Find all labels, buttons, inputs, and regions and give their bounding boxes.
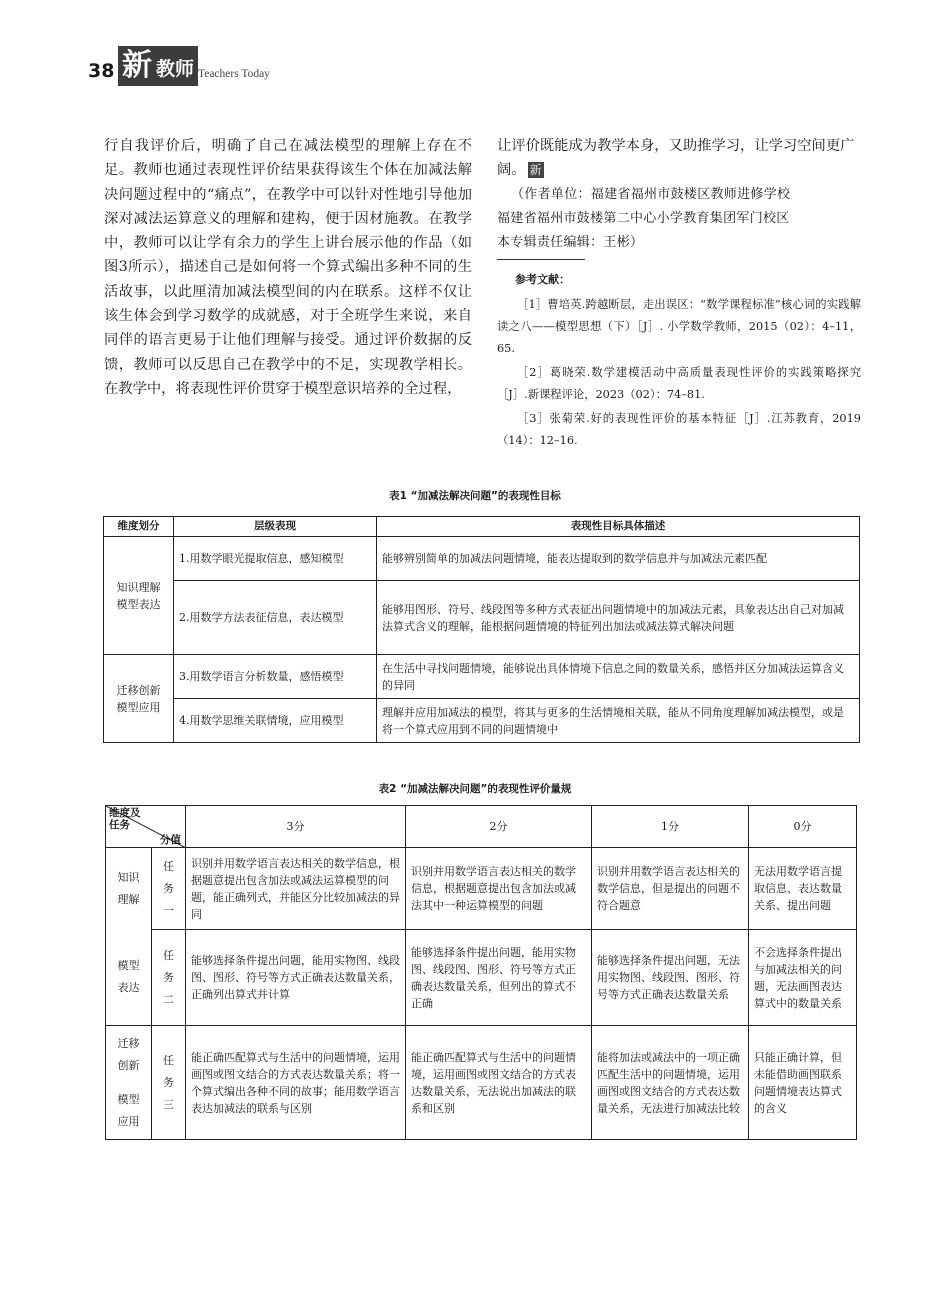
table-header-row xyxy=(104,517,860,537)
score-header: 2分 xyxy=(406,806,592,848)
level-cell: 1.用数学眼光提取信息，感知模型 xyxy=(174,537,377,581)
logo-chars: 教师 xyxy=(156,58,195,80)
table-row xyxy=(104,581,860,655)
corner-bottom-label: 分值 xyxy=(160,834,181,846)
table-row xyxy=(106,848,857,930)
score-cell: 识别并用数学语言表达相关的数学信息，根据题意提出包含加法或减法运算模型的问题，能正确列式，并能区分比较加减法的异同 xyxy=(186,848,406,930)
dimension-cell: 模型 表达 xyxy=(106,930,152,1026)
task-cell: 任 务 一 xyxy=(152,848,186,930)
score-cell: 能将加法或减法中的一项正确匹配生活中的问题情境，运用画图或图文结合的方式表达数量关系，无法进行加减法比较 xyxy=(592,1026,749,1140)
body-paragraph-end: 让评价既能成为教学本身，又助推学习，让学习空间更广阔。 新 xyxy=(497,138,855,179)
column-header: 维度划分 xyxy=(104,517,174,537)
desc-cell: 能够辨别简单的加减法问题情境，能表达提取到的数学信息并与加减法元素匹配 xyxy=(377,537,860,581)
author-affiliation xyxy=(497,183,861,255)
desc-cell: 在生活中寻找问题情境，能够说出具体情境下信息之间的数量关系，感悟并区分加减法运算含义的异同 xyxy=(377,655,860,699)
reference-item: ［1］曹培英.跨越断层，走出误区：“数学课程标准”核心词的实践解读之八——模型思想（下）［J］. 小学数学教师，2015（02）：4–11，65. xyxy=(497,297,861,355)
task-cell: 任 务 二 xyxy=(152,930,186,1026)
level-cell: 3.用数学语言分析数量，感悟模型 xyxy=(174,655,377,699)
table2 xyxy=(105,805,857,1140)
level-cell: 4.用数学思维关联情境，应用模型 xyxy=(174,699,377,743)
table-row xyxy=(104,537,860,581)
dimension-cell: 知识 理解 xyxy=(106,848,152,930)
score-cell: 只能正确计算，但未能借助画图联系问题情境表达算式的含义 xyxy=(749,1026,857,1140)
journal-logo xyxy=(118,46,198,86)
table1 xyxy=(103,516,860,743)
dimension-cell: 迁移创新 模型应用 xyxy=(104,655,174,743)
reference-item: ［2］葛晓荣.数学建模活动中高质量表现性评价的实践策略探究［J］.新课程评论，2023（02）：74–81. xyxy=(497,365,861,401)
score-cell: 识别并用数学语言表达相关的数学信息，但是提出的问题不符合题意 xyxy=(592,848,749,930)
score-cell: 不会选择条件提出与加减法相关的问题，无法画图表达算式中的数量关系 xyxy=(749,930,857,1026)
desc-cell: 能够用图形、符号、线段图等多种方式表征出问题情境中的加减法元素，具象表达出自己对加减法算式含义的理解，能根据问题情境的特征列出加法或减法算式解决问题 xyxy=(377,581,860,655)
column-header: 层级表现 xyxy=(174,517,377,537)
logo-char: 新 xyxy=(122,48,152,83)
references-title: 参考文献： xyxy=(515,272,570,286)
score-header: 3分 xyxy=(186,806,406,848)
table-row xyxy=(104,655,860,699)
reference-item: ［3］张菊荣.好的表现性评价的基本特征［J］.江苏教育，2019（14）：12–16. xyxy=(497,411,861,447)
left-column xyxy=(104,134,472,401)
table-header-row xyxy=(106,806,857,848)
score-cell: 能够选择条件提出问题，能用实物图、线段图、图形、符号等方式正确表达数量关系，正确列出算式并计算 xyxy=(186,930,406,1026)
body-paragraph: 行自我评价后，明确了自己在减法模型的理解上存在不足。教师也通过表现性评价结果获得该生个体在加减法解决问题过程中的“痛点”，在教学中可以针对性地引导他加深对减法运算意义的理解和建构，便于因材施教。在教学中，教师可以让学有余力的学生上讲台展示他的作品（如图3所示），描述自己是如何将一个算式编出多种不同的生活故事，以此厘清加减法模型间的内在联系。这样不仅让该生体会到学习数学的成就感，对于全班学生来说，来自同伴的语言更易于让他们理解与接受。通过评价数据的反馈，教师可以反思自己在教学中的不足，实现教学相长。在教学中，将表现性评价贯穿于模型意识培养的全过程， xyxy=(104,138,472,397)
author-line: 福建省福州市鼓楼第二中心小学教育集团军门校区 xyxy=(497,210,790,226)
divider xyxy=(497,259,585,260)
page-number: 38 xyxy=(88,60,115,82)
table1-caption: 表1 “加减法解决问题”的表现性目标 xyxy=(389,490,561,502)
level-cell: 2.用数学方法表征信息，表达模型 xyxy=(174,581,377,655)
corner-top-label: 维度及 任务 xyxy=(109,807,141,831)
score-cell: 能正确匹配算式与生活中的问题情境，运用画图或图文结合的方式表达数量关系，无法说出加减法的联系和区别 xyxy=(406,1026,592,1140)
score-cell: 能够选择条件提出问题，无法用实物图、线段图、图形、符号等方式正确表达数量关系 xyxy=(592,930,749,1026)
end-mark-icon: 新 xyxy=(529,163,542,178)
table-row xyxy=(106,930,857,1026)
desc-cell: 理解并应用加减法的模型，将其与更多的生活情境相关联，能从不同角度理解加减法模型，或是将一个算式应用到不同的问题情境中 xyxy=(377,699,860,743)
corner-header-cell xyxy=(106,806,186,848)
table-row xyxy=(106,1026,857,1140)
score-cell: 识别并用数学语言表达相关的数学信息，根据题意提出包含加法或减法其中一种运算模型的问题 xyxy=(406,848,592,930)
score-cell: 能正确匹配算式与生活中的问题情境，运用画图或图文结合的方式表达数量关系；将一个算式编出各种不同的故事；能用数学语言表达加减法的联系与区别 xyxy=(186,1026,406,1140)
logo-english: Teachers Today xyxy=(198,68,270,80)
column-header: 表现性目标具体描述 xyxy=(377,517,860,537)
table-row xyxy=(104,699,860,743)
dimension-cell: 知识理解 模型表达 xyxy=(104,537,174,655)
score-header: 1分 xyxy=(592,806,749,848)
score-cell: 无法用数学语言提取信息、表达数量关系、提出问题 xyxy=(749,848,857,930)
score-cell: 能够选择条件提出问题，能用实物图、线段图、图形、符号等方式正确表达数量关系，但列出的算式不正确 xyxy=(406,930,592,1026)
table2-caption: 表2 “加减法解决问题”的表现性评价量规 xyxy=(378,783,572,795)
task-cell: 任 务 三 xyxy=(152,1026,186,1140)
author-line: 本专辑责任编辑：王彬） xyxy=(497,234,644,250)
dimension-cell: 迁移 创新 模型 应用 xyxy=(106,1026,152,1140)
author-line: （作者单位：福建省福州市鼓楼区教师进修学校 xyxy=(511,186,791,202)
right-column xyxy=(497,134,861,452)
score-header: 0分 xyxy=(749,806,857,848)
